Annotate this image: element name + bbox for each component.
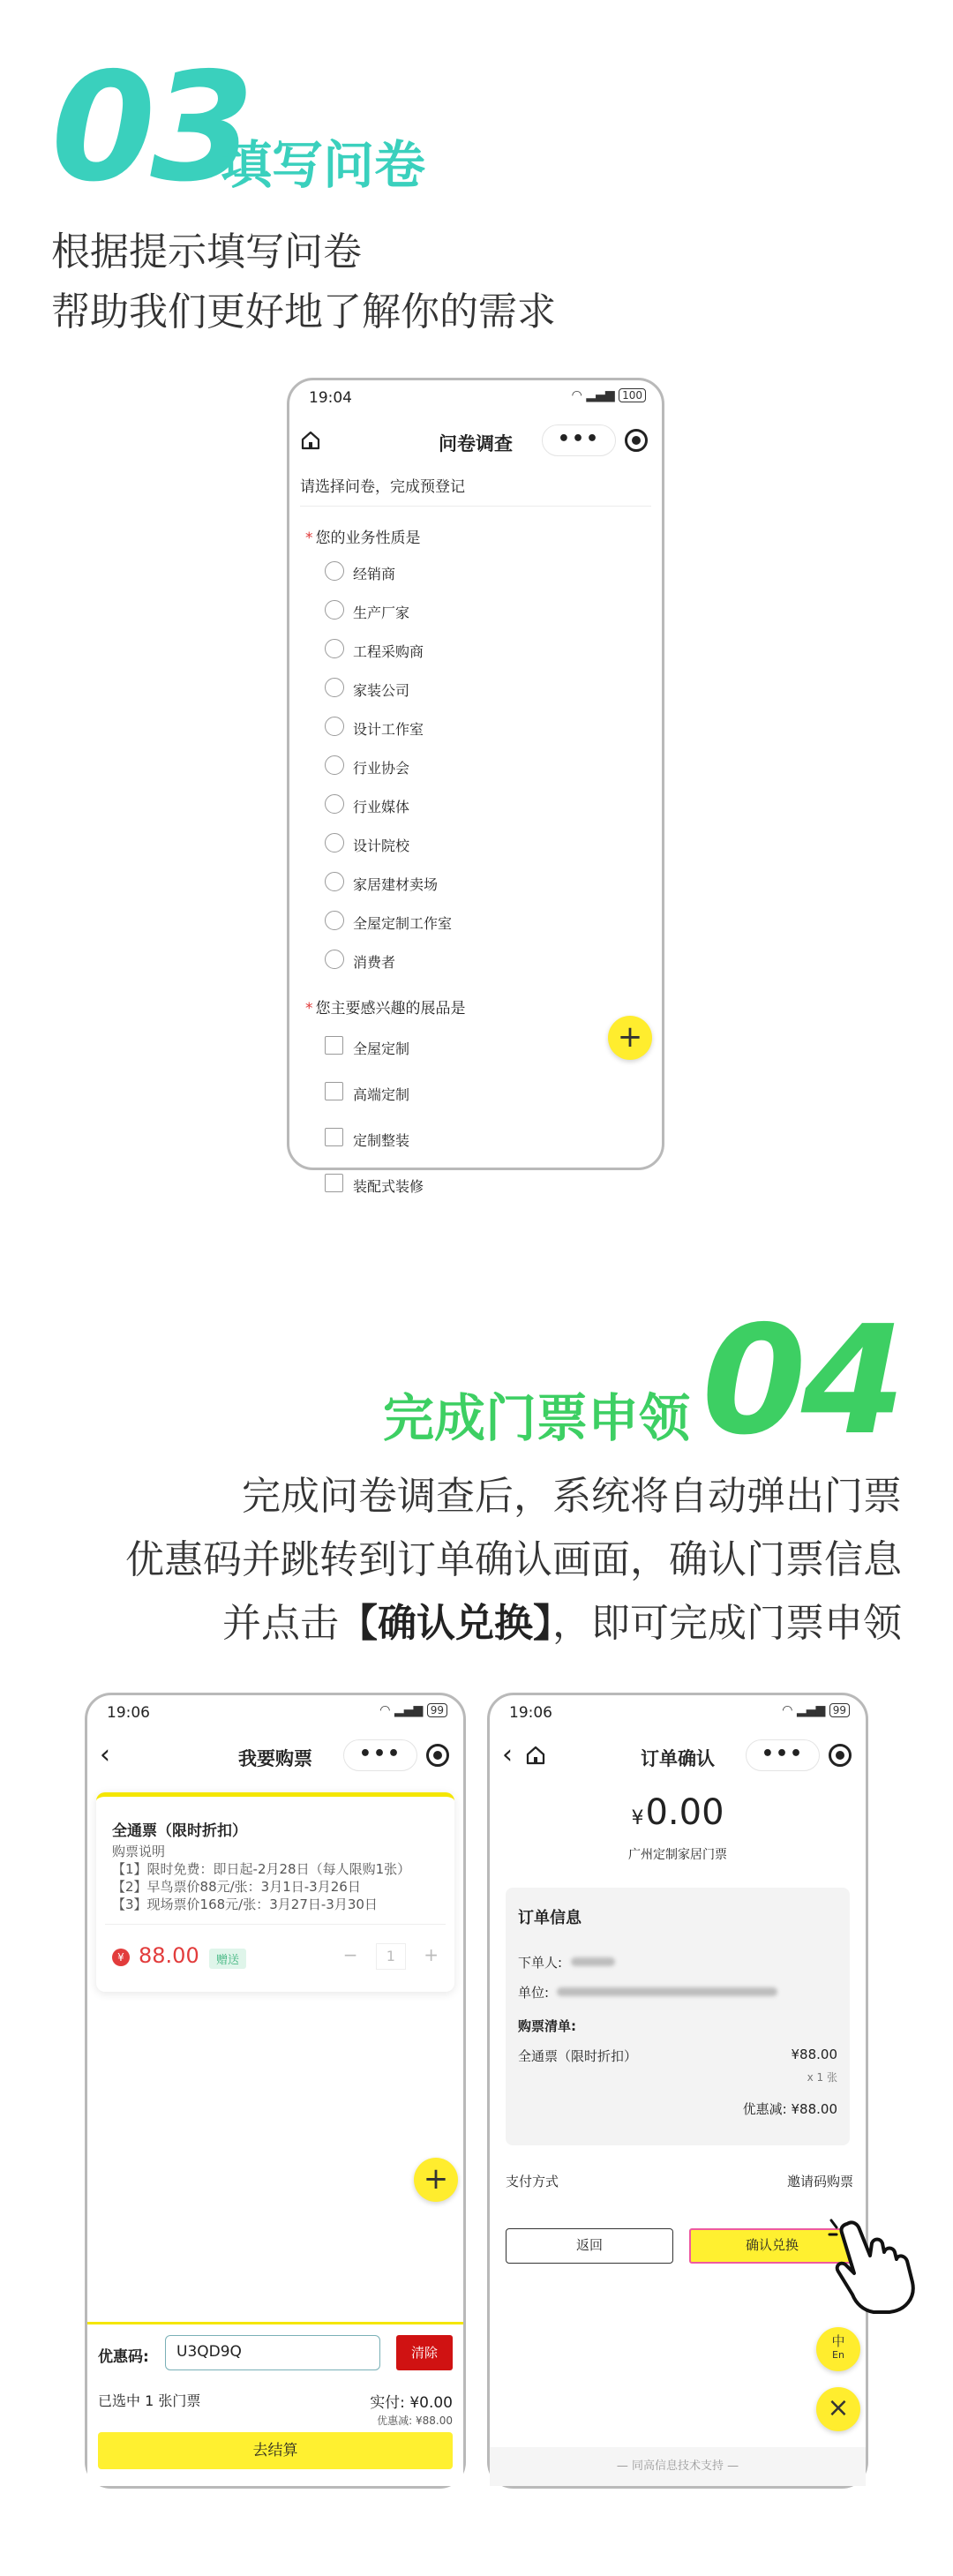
close-icon[interactable]: × xyxy=(816,2387,860,2431)
redacted-buyer xyxy=(571,1957,615,1966)
item-qty: x 1 张 xyxy=(807,2071,837,2084)
status-bar xyxy=(490,1695,866,1729)
option-label: 全屋定制 xyxy=(353,1040,410,1057)
option-label: 经销商 xyxy=(353,566,396,582)
step-description-03 xyxy=(51,222,556,342)
ticket-card xyxy=(96,1792,454,1992)
more-menu-button[interactable]: ••• xyxy=(746,1739,820,1771)
page-title: 我要购票 xyxy=(238,1748,312,1769)
plus-button[interactable]: + xyxy=(424,1944,439,1965)
wifi-icon: ◠ xyxy=(571,388,582,402)
radio-icon[interactable] xyxy=(325,950,344,969)
desc-title: 购票说明 xyxy=(112,1844,166,1859)
status-bar xyxy=(289,380,662,414)
radio-icon[interactable] xyxy=(325,833,344,852)
unit-label: 单位: xyxy=(518,1985,550,2001)
ticket-price: 88.00 xyxy=(139,1943,199,1968)
back-button[interactable]: 返回 xyxy=(506,2228,673,2264)
option-label: 行业协会 xyxy=(353,760,410,777)
page-title: 问卷调查 xyxy=(439,433,513,454)
desc-line: 帮助我们更好地了解你的需求 xyxy=(51,289,556,334)
nav-bar xyxy=(490,1729,866,1782)
order-amount xyxy=(490,1792,866,1833)
step-number-04: 04 xyxy=(702,1294,900,1468)
required-mark: * xyxy=(305,529,313,547)
wifi-icon: ◠ xyxy=(379,1703,391,1717)
status-time: 19:06 xyxy=(107,1704,150,1722)
item-price: ¥88.00 xyxy=(791,2047,837,2062)
lang-en: En xyxy=(832,2349,844,2361)
option-label: 定制整装 xyxy=(353,1132,410,1149)
yen-icon: ¥ xyxy=(112,1949,130,1966)
language-switch-button[interactable] xyxy=(816,2327,860,2371)
discount-label: 优惠减: xyxy=(742,2101,787,2117)
pointing-hand-icon xyxy=(828,2217,919,2316)
option-label: 家装公司 xyxy=(353,682,410,699)
close-miniprogram-icon[interactable] xyxy=(625,429,648,452)
step-title-complete-ticket: 完成门票申领 xyxy=(382,1388,690,1448)
invite-code-purchase[interactable]: 邀请码购票 xyxy=(786,2174,853,2189)
desc-text: ，即可完成门票申领 xyxy=(552,1601,902,1646)
checkbox-icon[interactable] xyxy=(325,1128,343,1146)
paid-value: ¥0.00 xyxy=(409,2394,453,2412)
option-label: 工程采购商 xyxy=(353,643,424,660)
order-confirm-phone-screenshot xyxy=(487,1693,868,2489)
checkbox-icon[interactable] xyxy=(325,1036,343,1055)
more-menu-button[interactable]: ••• xyxy=(343,1739,417,1771)
battery-icon: 99 xyxy=(829,1703,850,1717)
gift-badge: 赠送 xyxy=(209,1949,246,1969)
redacted-unit xyxy=(557,1987,777,1996)
status-icons xyxy=(782,1703,850,1717)
buyer-label: 下单人: xyxy=(518,1955,563,1971)
discount-label: 优惠减: xyxy=(377,2415,413,2427)
paid-amount xyxy=(370,2390,453,2412)
option-label: 消费者 xyxy=(353,954,396,971)
divider xyxy=(300,506,651,507)
payment-method-label: 支付方式 xyxy=(506,2174,559,2189)
option-label: 全屋定制工作室 xyxy=(353,915,453,932)
wifi-icon: ◠ xyxy=(782,1703,793,1717)
desc-line: 根据提示填写问卷 xyxy=(51,229,362,274)
radio-icon[interactable] xyxy=(325,911,344,930)
checkout-button[interactable]: 去结算 xyxy=(98,2432,453,2469)
survey-phone-screenshot xyxy=(287,378,664,1195)
signal-icon: ▂▄▆ xyxy=(796,1703,826,1717)
question-business-type xyxy=(305,525,421,547)
page-title: 订单确认 xyxy=(641,1748,715,1769)
coupon-input[interactable]: U3QD9Q xyxy=(165,2335,380,2370)
checkbox-icon[interactable] xyxy=(325,1082,343,1100)
quantity-stepper xyxy=(343,1943,439,1970)
radio-icon[interactable] xyxy=(325,561,344,581)
radio-icon[interactable] xyxy=(325,678,344,697)
minus-button[interactable]: − xyxy=(342,1944,358,1965)
signal-icon: ▂▄▆ xyxy=(394,1703,424,1717)
desc-text: 并点击 xyxy=(222,1601,339,1646)
step-title-fill-survey: 填写问卷 xyxy=(221,135,426,195)
option-label: 设计院校 xyxy=(353,837,410,854)
amount-value: 0.00 xyxy=(645,1792,724,1833)
step-description-04 xyxy=(125,1465,902,1656)
desc-line: 完成问卷调查后，系统将自动弹出门票 xyxy=(242,1474,902,1519)
clear-coupon-button[interactable]: 清除 xyxy=(396,2335,453,2370)
footer-credit: — 同高信息技术支持 — xyxy=(490,2447,866,2486)
floating-add-button[interactable]: + xyxy=(608,1016,652,1060)
back-arrow-icon[interactable]: ‹ xyxy=(502,1739,513,1770)
status-time: 19:04 xyxy=(309,389,352,407)
ticket-venue: 广州定制家居门票 xyxy=(628,1848,727,1862)
battery-icon: 100 xyxy=(619,388,646,402)
battery-icon: 99 xyxy=(427,1703,447,1717)
option-label: 行业媒体 xyxy=(353,799,410,815)
radio-icon[interactable] xyxy=(325,600,344,620)
close-miniprogram-icon[interactable] xyxy=(829,1744,852,1767)
item-name: 全通票（限时折扣） xyxy=(518,2048,638,2064)
desc-item: 【2】早鸟票价88元/张：3月1日-3月26日 xyxy=(112,1879,361,1895)
option-label: 高端定制 xyxy=(353,1086,410,1103)
ticket-list-title: 购票清单: xyxy=(518,2018,576,2034)
required-mark: * xyxy=(305,1000,313,1018)
question-text: 您主要感兴趣的展品是 xyxy=(315,1000,466,1018)
checkout-bar xyxy=(87,2322,463,2486)
divider xyxy=(105,1924,446,1925)
ticket-description xyxy=(112,1843,410,1913)
more-menu-button[interactable]: ••• xyxy=(542,424,616,456)
desc-emphasis: 【确认兑换】 xyxy=(339,1601,552,1646)
step-number-03: 03 xyxy=(51,41,250,215)
coupon-label: 优惠码: xyxy=(98,2348,149,2366)
buy-ticket-phone-screenshot xyxy=(85,1693,466,2489)
paid-label: 实付: xyxy=(370,2394,405,2412)
discount-value: ¥88.00 xyxy=(416,2415,453,2427)
floating-add-button[interactable]: + xyxy=(414,2158,458,2202)
lang-zh: 中 xyxy=(831,2333,845,2349)
close-miniprogram-icon[interactable] xyxy=(426,1744,449,1767)
signal-icon: ▂▄▆ xyxy=(586,388,615,402)
option-label: 装配式装修 xyxy=(353,1178,424,1195)
desc-line: 优惠码并跳转到订单确认画面，确认门票信息 xyxy=(125,1537,902,1582)
option-label: 设计工作室 xyxy=(353,721,424,738)
confirm-exchange-button[interactable]: 确认兑换 xyxy=(689,2228,855,2264)
checkbox-icon[interactable] xyxy=(325,1174,343,1192)
status-bar xyxy=(87,1695,463,1729)
status-time: 19:06 xyxy=(509,1704,552,1722)
back-arrow-icon[interactable]: ‹ xyxy=(100,1739,110,1770)
radio-icon[interactable] xyxy=(325,639,344,658)
option-label: 生产厂家 xyxy=(353,605,410,621)
status-icons xyxy=(379,1703,447,1717)
radio-icon[interactable] xyxy=(325,794,344,814)
nav-bar xyxy=(289,414,662,467)
order-info-title: 订单信息 xyxy=(518,1909,582,1927)
status-icons xyxy=(572,388,646,402)
nav-bar xyxy=(87,1729,463,1782)
discount-value: ¥88.00 xyxy=(791,2101,837,2117)
survey-hint: 请选择问卷，完成预登记 xyxy=(300,478,465,496)
quantity-value[interactable]: 1 xyxy=(376,1943,406,1970)
option-label: 家居建材卖场 xyxy=(353,876,439,893)
radio-icon[interactable] xyxy=(325,872,344,891)
order-info-card xyxy=(506,1888,850,2145)
desc-item: 【1】限时免费：即日起-2月28日（每人限购1张） xyxy=(112,1861,411,1877)
ticket-name: 全通票（限时折扣） xyxy=(112,1822,247,1840)
discount-amount xyxy=(377,2413,453,2428)
desc-line xyxy=(125,1592,902,1656)
currency-symbol: ¥ xyxy=(631,1807,644,1829)
desc-item: 【3】现场票价168元/张：3月27日-3月30日 xyxy=(112,1896,378,1912)
selected-count: 已选中 1 张门票 xyxy=(98,2392,201,2409)
radio-icon[interactable] xyxy=(325,717,344,736)
question-interest xyxy=(305,995,466,1018)
radio-icon[interactable] xyxy=(325,755,344,775)
order-discount xyxy=(743,2099,837,2118)
question-text: 您的业务性质是 xyxy=(315,529,421,547)
